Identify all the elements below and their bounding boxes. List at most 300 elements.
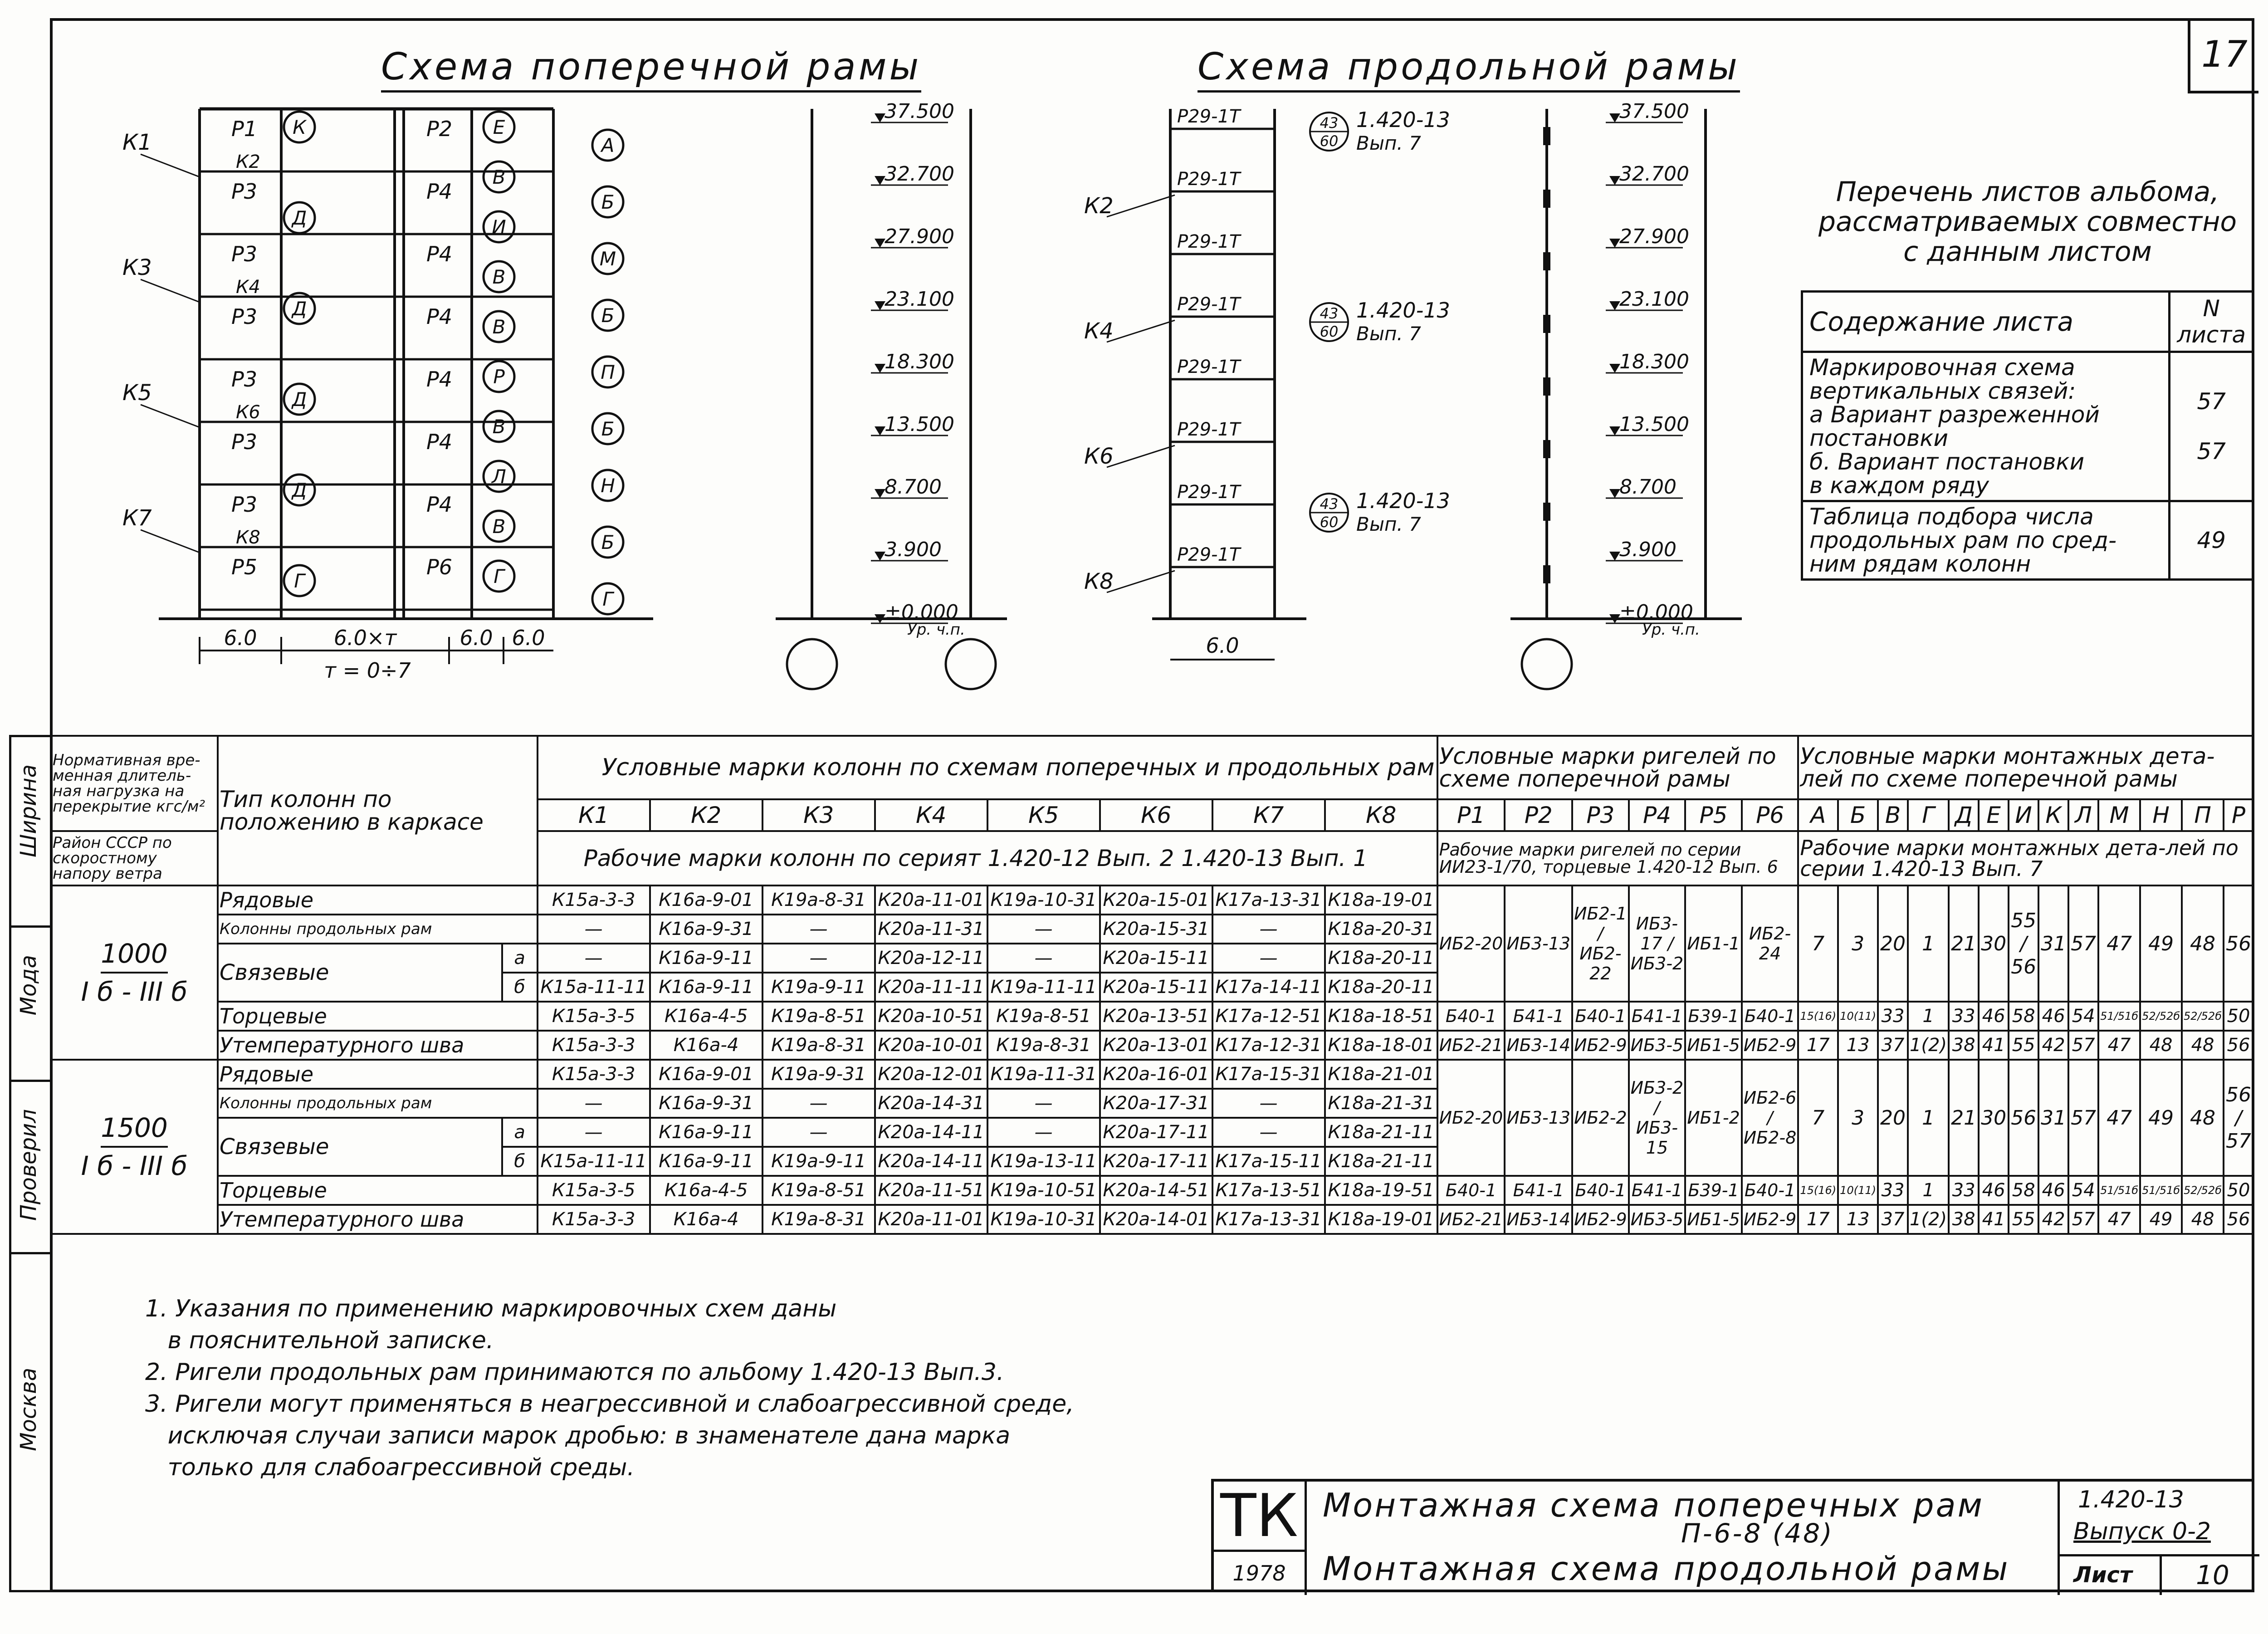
detail-mark-cell: 41 <box>1979 1205 2009 1234</box>
region-value: I б - III б <box>81 976 188 1007</box>
column-mark-cell: К20а-17-11 <box>1100 1118 1212 1147</box>
note-line: в пояснительной записке. <box>145 1327 494 1354</box>
detail-mark-cell: 46 <box>2038 1002 2068 1031</box>
beam-mark-cell: ИБ3-14 <box>1505 1205 1572 1234</box>
column-mark-cell: К20а-12-01 <box>875 1060 987 1089</box>
beam-label: Р29-1Т <box>1177 482 1241 503</box>
ref-num: 43 <box>1320 305 1339 322</box>
detail-mark-cell: 52/52б <box>2140 1002 2182 1031</box>
stamp-title-1: Монтажная схема поперечных рам <box>1323 1486 1984 1524</box>
column-mark-cell: К19а-9-11 <box>763 973 875 1002</box>
detail-mark-cell: 7 <box>1798 1060 1838 1176</box>
elevation-label: 3.900 <box>885 538 942 561</box>
beam-label: Р6 <box>426 555 453 579</box>
title-block <box>1211 1479 2254 1592</box>
column-mark-cell: К20а-11-51 <box>875 1176 987 1205</box>
node-mark: Р <box>493 366 505 388</box>
row-type: Торцевые <box>218 1002 538 1031</box>
detail-mark-cell: 42 <box>2038 1205 2068 1234</box>
detail-mark-cell: 1 <box>1908 1176 1949 1205</box>
beam-mark-cell: ИБ2-1 / ИБ2-22 <box>1572 885 1629 1002</box>
brace-mark <box>1543 190 1550 208</box>
column-mark-cell: К20а-15-01 <box>1100 885 1212 915</box>
table-row <box>51 885 2253 915</box>
cross-frame-elevation <box>776 100 1007 689</box>
beam-mark-cell: Б41-1 <box>1505 1176 1572 1205</box>
detail-mark-cell: 38 <box>1949 1205 1979 1234</box>
detail-mark-cell: 55 <box>2009 1205 2038 1234</box>
column-mark-cell: — <box>538 915 650 944</box>
column-mark-cell: К16а-9-11 <box>650 1118 763 1147</box>
beam-mark-cell: ИБ1-2 <box>1685 1060 1742 1176</box>
detail-mark-header: И <box>2009 799 2038 831</box>
detail-mark-cell: 37 <box>1878 1205 1908 1234</box>
detail-mark-cell: 47 <box>2098 1205 2140 1234</box>
beam-label: Р4 <box>426 430 453 454</box>
row-type: Колонны продольных рам <box>218 1089 538 1118</box>
text-line: вертикальных связей: <box>1809 378 2076 404</box>
detail-mark-cell: 37 <box>1878 1031 1908 1060</box>
level-arrow <box>1609 489 1620 498</box>
column-mark-cell: К16а-9-31 <box>650 1089 763 1118</box>
column-mark-cell: К16а-9-11 <box>650 973 763 1002</box>
beam-mark-header: Р2 <box>1505 799 1572 831</box>
column-mark-cell: К18а-21-11 <box>1325 1147 1437 1176</box>
detail-mark-cell: 33 <box>1878 1002 1908 1031</box>
node-mark: Д <box>292 207 307 229</box>
note-line: 2. Ригели продольных рам принимаются по альбому 1.420-13 Вып.3. <box>145 1359 1004 1386</box>
detail-mark-cell: 56 <box>2224 1031 2253 1060</box>
node-mark: В <box>492 166 506 188</box>
related-row-text <box>1802 501 2170 580</box>
detail-mark-cell: 48 <box>2140 1031 2182 1060</box>
text-line: продольных рам по сред- <box>1809 527 2117 553</box>
column-label: К8 <box>1084 569 1114 594</box>
detail-mark-header: А <box>1798 799 1838 831</box>
elevation-label: 18.300 <box>1619 350 1689 373</box>
column-mark-cell: К15а-11-11 <box>538 1147 650 1176</box>
beam-mark-cell: Б40-1 <box>1437 1002 1505 1031</box>
detail-mark-cell: 47 <box>2098 885 2140 1002</box>
column-mark-cell: — <box>987 1089 1100 1118</box>
type-header: Тип колонн по положению в каркасе <box>218 736 538 885</box>
note-line: 3. Ригели могут применяться в неагрессивной и слабоагрессивной среде, <box>145 1390 1074 1418</box>
heading-line: Перечень листов альбома, <box>1836 176 2219 208</box>
elevation-label: 3.900 <box>1619 538 1677 561</box>
detail-mark-cell: 38 <box>1949 1031 1979 1060</box>
beam-mark-cell: ИБ2-9 <box>1742 1205 1799 1234</box>
column-mark-cell: К19а-8-51 <box>987 1002 1100 1031</box>
stamp-issue: Выпуск 0-2 <box>2073 1518 2211 1545</box>
column-mark-cell: К20а-14-11 <box>875 1147 987 1176</box>
column-mark-cell: К16а-4 <box>650 1031 763 1060</box>
column-mark-cell: К18а-21-31 <box>1325 1089 1437 1118</box>
node-mark: Б <box>601 418 615 440</box>
beam-label: Р4 <box>426 179 453 204</box>
beam-mark-header: Р4 <box>1629 799 1686 831</box>
column-label: К4 <box>236 277 260 298</box>
column-mark-cell: К17а-13-31 <box>1212 1205 1325 1234</box>
detail-mark-cell: 57 <box>2068 885 2098 1002</box>
beam-label: Р3 <box>231 242 258 266</box>
detail-mark-cell: 3 <box>1838 1060 1878 1176</box>
column-mark-header: К4 <box>875 799 987 831</box>
node-mark: Л <box>492 465 506 488</box>
ref-series: 1.420-13 <box>1356 298 1450 323</box>
detail-mark-header: М <box>2098 799 2140 831</box>
detail-mark-cell: 54 <box>2068 1002 2098 1031</box>
row-subtype: б <box>502 1147 538 1176</box>
beam-mark-cell: ИБ3-14 <box>1505 1031 1572 1060</box>
column-mark-header: К5 <box>987 799 1100 831</box>
column-mark-cell: К20а-11-01 <box>875 885 987 915</box>
sheet-number: 17 <box>2188 18 2258 93</box>
org-mark: ТК <box>1214 1482 1307 1552</box>
column-mark-cell: К20а-13-51 <box>1100 1002 1212 1031</box>
column-mark-cell: К17а-13-31 <box>1212 885 1325 915</box>
column-mark-cell: К19а-8-51 <box>763 1176 875 1205</box>
cross-frame-scheme <box>122 109 653 683</box>
detail-mark-cell: 20 <box>1878 1060 1908 1176</box>
elevation-label: ±0.000 <box>885 601 958 624</box>
beam-mark-cell: ИБ3-5 <box>1629 1205 1686 1234</box>
load-value: 1500 <box>101 1110 168 1148</box>
beams-series-header: Рабочие марки ригелей по серии ИИ23-1/70, торцевые 1.420-12 Вып. 6 <box>1437 831 1799 885</box>
elevation-label: 32.700 <box>885 162 954 186</box>
note-line: 1. Указания по применению маркировочных схем даны <box>145 1295 837 1322</box>
beam-label: Р1 <box>231 117 258 141</box>
column-mark-header: К8 <box>1325 799 1437 831</box>
elevation-label: 8.700 <box>1619 475 1677 499</box>
detail-mark-cell: 1(2) <box>1908 1031 1949 1060</box>
column-mark-cell: К17а-12-31 <box>1212 1031 1325 1060</box>
detail-mark-cell: 48 <box>2182 1205 2224 1234</box>
span-label: 6.0 <box>1206 633 1239 658</box>
level-arrow <box>1609 239 1620 248</box>
cols-header: Условные марки колонн по схемам поперечных и продольных рам <box>538 736 1437 799</box>
column-mark-cell: К19а-8-31 <box>763 885 875 915</box>
text-line: б. Вариант постановки <box>1809 449 2085 475</box>
detail-mark-header: Л <box>2068 799 2098 831</box>
load-cell <box>51 885 218 1060</box>
detail-mark-cell: 1 <box>1908 1002 1949 1031</box>
long-frame-elevation <box>1510 100 1742 689</box>
beam-mark-cell: Б41-1 <box>1629 1176 1686 1205</box>
beam-mark-header: Р6 <box>1742 799 1799 831</box>
detail-mark-header: Г <box>1908 799 1949 831</box>
detail-mark-cell: 33 <box>1949 1176 1979 1205</box>
axis-circle <box>1522 639 1572 689</box>
beam-mark-cell: ИБ2-24 <box>1742 885 1799 1002</box>
node-mark: Е <box>493 116 505 138</box>
node-mark: Г <box>494 565 504 587</box>
beam-label: Р3 <box>231 367 258 391</box>
detail-mark-header: В <box>1878 799 1908 831</box>
detail-mark-header: Е <box>1979 799 2009 831</box>
column-mark-cell: К15а-3-3 <box>538 1060 650 1089</box>
elevation-label: 27.900 <box>885 225 954 248</box>
column-mark-cell: К20а-17-11 <box>1100 1147 1212 1176</box>
level-arrow <box>1609 426 1620 435</box>
beam-mark-cell: ИБ3-13 <box>1505 885 1572 1002</box>
detail-mark-cell: 54 <box>2068 1176 2098 1205</box>
ref-issue: Вып. 7 <box>1356 132 1421 154</box>
detail-mark-header: К <box>2038 799 2068 831</box>
brace-mark <box>1543 440 1550 458</box>
beam-label: Р5 <box>231 555 258 579</box>
column-mark-cell: К17а-15-31 <box>1212 1060 1325 1089</box>
ref-series: 1.420-13 <box>1356 489 1450 513</box>
beam-mark-cell: ИБ3-17 / ИБ3-2 <box>1629 885 1686 1002</box>
column-mark-cell: К20а-14-31 <box>875 1089 987 1118</box>
beam-label: Р3 <box>231 492 258 517</box>
detail-mark-cell: 10(11) <box>1838 1176 1878 1205</box>
column-mark-cell: К16а-9-31 <box>650 915 763 944</box>
column-mark-cell: К17а-14-11 <box>1212 973 1325 1002</box>
column-mark-header: К6 <box>1100 799 1212 831</box>
detail-mark-cell: 50 <box>2224 1176 2253 1205</box>
detail-mark-cell: 58 <box>2009 1176 2038 1205</box>
related-row <box>1802 352 2253 501</box>
column-mark-cell: К17а-13-51 <box>1212 1176 1325 1205</box>
detail-mark-header: Б <box>1838 799 1878 831</box>
detail-mark-cell: 58 <box>2009 1002 2038 1031</box>
leader-line <box>141 530 200 553</box>
detail-mark-cell: 57 <box>2068 1205 2098 1234</box>
region-header: Район СССР по скоростному напору ветра <box>51 831 218 885</box>
beam-label: Р29-1Т <box>1177 357 1241 377</box>
column-mark-cell: К19а-10-31 <box>987 885 1100 915</box>
related-row-no <box>2170 352 2253 501</box>
span-label: 6.0 <box>512 626 545 650</box>
detail-mark-cell: 30 <box>1979 1060 2009 1176</box>
leader-line <box>141 279 200 302</box>
level-arrow <box>875 489 885 498</box>
cross-frame-title: Схема поперечной рамы <box>381 45 921 93</box>
column-mark-cell: — <box>538 1089 650 1118</box>
detail-mark-header: П <box>2182 799 2224 831</box>
long-frame-title: Схема продольной рамы <box>1198 45 1740 93</box>
column-mark-cell: — <box>1212 1118 1325 1147</box>
strip-cell-4 <box>11 1254 50 1595</box>
node-mark: Г <box>294 570 305 592</box>
column-mark-cell: К20а-14-01 <box>1100 1205 1212 1234</box>
beam-mark-cell: ИБ3-5 <box>1629 1031 1686 1060</box>
elevation-label: 32.700 <box>1619 162 1689 186</box>
marks-table <box>50 735 2254 1235</box>
leader-line <box>1107 320 1175 342</box>
detail-mark-cell: 10(11) <box>1838 1002 1878 1031</box>
row-type: Рядовые <box>218 1060 538 1089</box>
text-line: Таблица подбора числа <box>1809 504 2094 530</box>
column-mark-cell: К20а-12-11 <box>875 944 987 973</box>
detail-mark-cell: 46 <box>2038 1176 2068 1205</box>
column-mark-cell: К20а-13-01 <box>1100 1031 1212 1060</box>
detail-mark-cell: 55 <box>2009 1031 2038 1060</box>
column-mark-cell: К20а-16-01 <box>1100 1060 1212 1089</box>
detail-mark-cell: 56 <box>2224 885 2253 1002</box>
node-mark: Б <box>601 191 615 213</box>
column-mark-cell: К19а-8-31 <box>987 1031 1100 1060</box>
beam-mark-cell: Б40-1 <box>1437 1176 1505 1205</box>
ref-num: 43 <box>1320 114 1339 132</box>
detail-mark-cell: 47 <box>2098 1060 2140 1176</box>
detail-mark-cell: 50 <box>2224 1002 2253 1031</box>
region-value: I б - III б <box>81 1150 188 1181</box>
elevation-label: 13.500 <box>1619 413 1689 436</box>
detail-mark-cell: 15(16) <box>1798 1002 1838 1031</box>
detail-mark-cell: 52/52б <box>2182 1002 2224 1031</box>
row-type: Утемпературного шва <box>218 1205 538 1234</box>
column-mark-cell: К20а-14-11 <box>875 1118 987 1147</box>
elevation-label: 23.100 <box>885 288 954 311</box>
column-mark-cell: К20а-11-01 <box>875 1205 987 1234</box>
beam-mark-header: Р1 <box>1437 799 1505 831</box>
column-mark-cell: К19а-8-31 <box>763 1205 875 1234</box>
level-arrow <box>875 239 885 248</box>
node-mark: М <box>599 248 616 270</box>
elevation-label: 18.300 <box>885 350 954 373</box>
beam-mark-cell: ИБ3-13 <box>1505 1060 1572 1176</box>
node-mark: В <box>492 416 506 438</box>
detail-mark-cell: 33 <box>1949 1002 1979 1031</box>
beam-mark-cell: Б40-1 <box>1572 1176 1629 1205</box>
detail-mark-cell: 21 <box>1949 885 1979 1002</box>
long-frame-scheme <box>1084 106 1450 660</box>
notes <box>145 1293 1074 1483</box>
column-mark-cell: К19а-9-31 <box>763 1060 875 1089</box>
column-mark-cell: — <box>538 1118 650 1147</box>
column-mark-cell: К19а-8-31 <box>763 1031 875 1060</box>
beam-mark-cell: ИБ2-9 <box>1742 1031 1799 1060</box>
detail-mark-header: Н <box>2140 799 2182 831</box>
detail-mark-cell: 56 <box>2009 1060 2038 1176</box>
detail-mark-cell: 55 / 56 <box>2009 885 2038 1002</box>
strip-cell-2 <box>11 928 50 1082</box>
details-series-header: Рабочие марки монтажных дета-лей по серии 1.420-13 Вып. 7 <box>1798 831 2253 885</box>
col-content-header: Содержание листа <box>1802 292 2170 352</box>
beam-mark-cell: Б40-1 <box>1742 1176 1799 1205</box>
detail-mark-cell: 51/51б <box>2098 1176 2140 1205</box>
column-label: К2 <box>236 152 260 172</box>
strip-label: Москва <box>16 1368 41 1451</box>
column-mark-cell: К18а-18-51 <box>1325 1002 1437 1031</box>
heading-line: с данным листом <box>1903 236 2152 268</box>
node-mark: Н <box>601 475 615 497</box>
heading-line: рассматриваемых совместно <box>1818 206 2237 238</box>
sheet-no: 57 <box>2197 438 2226 465</box>
load-cell <box>51 1060 218 1234</box>
stamp-title-2: П-6-8 (48) <box>1681 1518 1834 1549</box>
left-signature-strip <box>9 735 50 1592</box>
beam-mark-cell: ИБ2-9 <box>1572 1205 1629 1234</box>
stamp-right <box>2058 1482 2259 1595</box>
strip-label: Ширина <box>16 764 41 857</box>
beam-mark-cell: ИБ2-9 <box>1572 1031 1629 1060</box>
detail-mark-cell: 47 <box>2098 1031 2140 1060</box>
frame-schemes-drawing <box>50 91 1801 735</box>
brace-mark <box>1543 252 1550 270</box>
text-line: а Вариант разреженной <box>1809 401 2100 428</box>
beam-mark-cell: Б39-1 <box>1685 1176 1742 1205</box>
leader-line <box>1107 195 1175 217</box>
detail-mark-cell: 1 <box>1908 885 1949 1002</box>
detail-mark-cell: 49 <box>2140 1060 2182 1176</box>
detail-mark-cell: 7 <box>1798 885 1838 1002</box>
beam-mark-cell: Б41-1 <box>1629 1002 1686 1031</box>
beam-mark-header: Р3 <box>1572 799 1629 831</box>
column-label: К4 <box>1084 318 1114 344</box>
beam-mark-cell: ИБ1-5 <box>1685 1031 1742 1060</box>
column-mark-cell: К20а-10-51 <box>875 1002 987 1031</box>
detail-mark-cell: 52/52б <box>2182 1176 2224 1205</box>
column-mark-cell: — <box>987 944 1100 973</box>
level-arrow <box>875 426 885 435</box>
beam-label: Р29-1Т <box>1177 544 1241 565</box>
detail-mark-cell: 20 <box>1878 885 1908 1002</box>
node-mark: Д <box>292 479 307 501</box>
beam-label: Р2 <box>426 117 453 141</box>
node-mark: К <box>293 116 306 138</box>
column-mark-cell: К20а-11-31 <box>875 915 987 944</box>
row-subtype: а <box>502 1118 538 1147</box>
level-arrow <box>1609 113 1620 122</box>
column-mark-cell: К20а-14-51 <box>1100 1176 1212 1205</box>
beam-label: Р4 <box>426 242 453 266</box>
elevation-label: 13.500 <box>885 413 954 436</box>
table-row <box>51 1002 2253 1031</box>
column-mark-cell: К18а-21-11 <box>1325 1118 1437 1147</box>
detail-mark-cell: 31 <box>2038 885 2068 1002</box>
detail-mark-cell: 13 <box>1838 1031 1878 1060</box>
leader-line <box>141 154 200 177</box>
related-row-text <box>1802 352 2170 501</box>
column-mark-cell: К19а-10-51 <box>987 1176 1100 1205</box>
column-mark-cell: — <box>987 1118 1100 1147</box>
detail-mark-cell: 30 <box>1979 885 2009 1002</box>
stamp-year: 1978 <box>1214 1552 1307 1595</box>
column-mark-cell: К18а-20-11 <box>1325 944 1437 973</box>
node-mark: Г <box>602 588 613 610</box>
detail-mark-cell: 56 / 57 <box>2224 1060 2253 1176</box>
column-mark-cell: К16а-9-11 <box>650 1147 763 1176</box>
node-mark: В <box>492 266 506 288</box>
beam-mark-cell: ИБ2-20 <box>1437 885 1505 1002</box>
column-mark-cell: К16а-9-01 <box>650 885 763 915</box>
note-line: исключая случаи записи марок дробью: в знаменателе дана марка <box>145 1422 1011 1449</box>
node-mark: В <box>492 316 506 338</box>
column-mark-cell: К18а-19-01 <box>1325 1205 1437 1234</box>
column-mark-cell: К15а-11-11 <box>538 973 650 1002</box>
detail-mark-cell: 46 <box>1979 1176 2009 1205</box>
column-mark-header: К2 <box>650 799 763 831</box>
level-arrow <box>875 552 885 561</box>
leader-line <box>1107 571 1175 592</box>
column-mark-cell: К18а-20-11 <box>1325 973 1437 1002</box>
beam-mark-cell: ИБ2-21 <box>1437 1205 1505 1234</box>
node-mark: Б <box>601 531 615 553</box>
sheet-no: 57 <box>2197 388 2226 415</box>
cols-series-header: Рабочие марки колонн по серият 1.420-12 Вып. 2 1.420-13 Вып. 1 <box>538 831 1437 885</box>
strip-label: Проверил <box>16 1109 41 1221</box>
elevation-label: 37.500 <box>1619 100 1689 123</box>
beam-mark-cell: Б39-1 <box>1685 1002 1742 1031</box>
level-arrow <box>1609 176 1620 185</box>
text-line: Маркировочная схема <box>1809 354 2075 381</box>
ref-series: 1.420-13 <box>1356 108 1450 132</box>
load-header: Нормативная вре-менная длитель-ная нагрузка на перекрытие кгс/м² <box>51 736 218 831</box>
detail-mark-cell: 46 <box>1979 1002 2009 1031</box>
